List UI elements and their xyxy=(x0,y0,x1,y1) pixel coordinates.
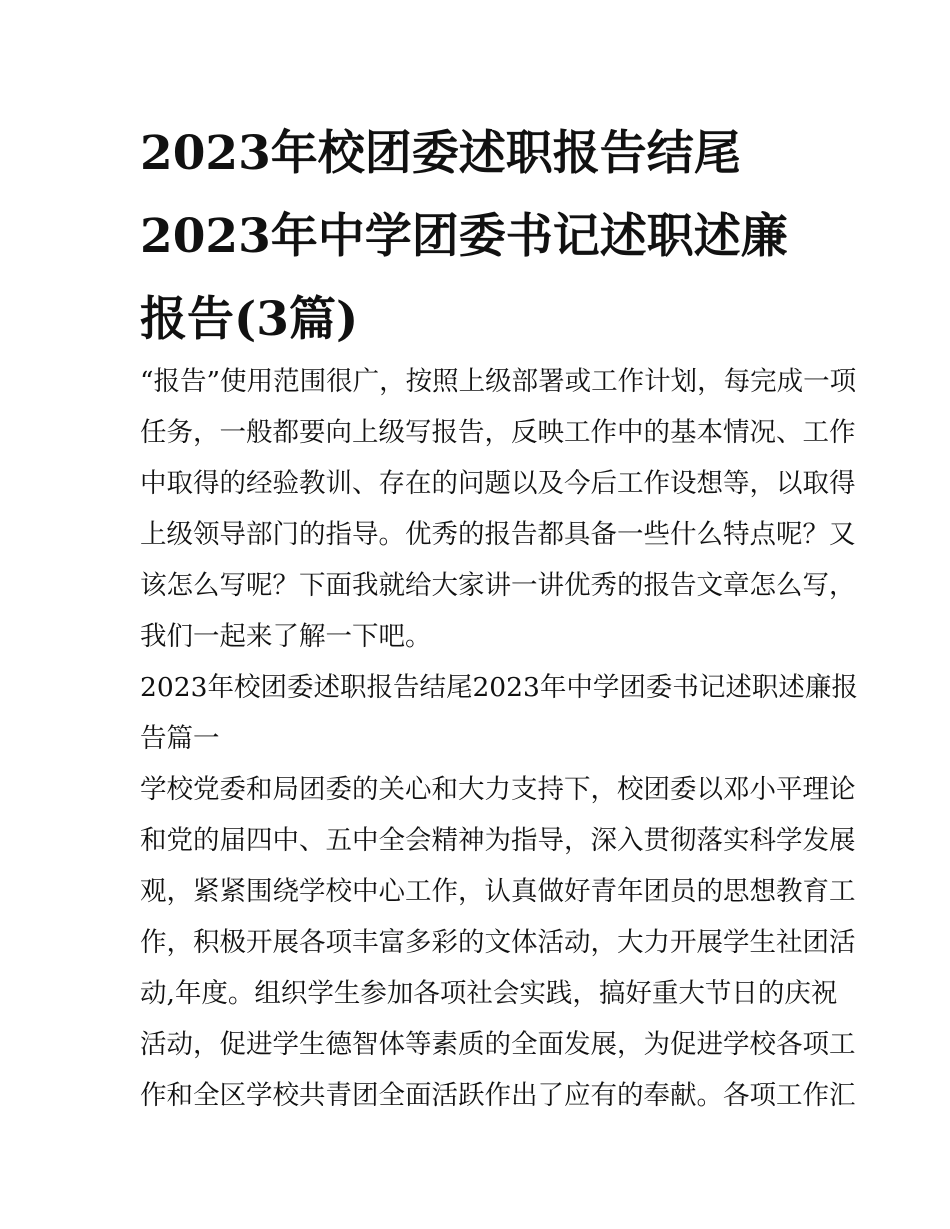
text-line: 活动，促进学生德智体等素质的全面发展，为促进学校各项工 xyxy=(140,1029,856,1060)
intro-paragraph xyxy=(140,356,857,662)
text-line: 学校党委和局团委的关心和大力支持下，校团委以邓小平理论 xyxy=(140,774,856,805)
text-line: “报告”使用范围很广，按照上级部署或工作计划，每完成一项 xyxy=(140,366,857,397)
title-line: 报告(3篇) xyxy=(140,292,359,347)
text-line: 上级领导部门的指导。优秀的报告都具备一些什么特点呢？又 xyxy=(140,519,856,550)
text-line: 作和全区学校共青团全面活跃作出了应有的奉献。各项工作汇 xyxy=(140,1080,856,1111)
text-line: 任务，一般都要向上级写报告，反映工作中的基本情况、工作 xyxy=(140,417,856,448)
text-line: 观，紧紧围绕学校中心工作，认真做好青年团员的思想教育工 xyxy=(140,876,856,907)
document-title xyxy=(140,112,820,361)
text-line: 该怎么写呢？下面我就给大家讲一讲优秀的报告文章怎么写， xyxy=(140,570,856,601)
text-line: 2023年校团委述职报告结尾2023年中学团委书记述职述廉报 xyxy=(140,672,858,703)
body-paragraph xyxy=(140,764,856,1121)
text-line: 中取得的经验教训、存在的问题以及今后工作设想等，以取得 xyxy=(140,468,856,499)
text-line: 动,年度。组织学生参加各项社会实践，搞好重大节日的庆祝 xyxy=(140,978,838,1009)
text-line: 作，积极开展各项丰富多彩的文体活动，大力开展学生社团活 xyxy=(140,927,856,958)
text-line: 和党的届四中、五中全会精神为指导，深入贯彻落实科学发展 xyxy=(140,825,856,856)
text-line: 我们一起来了解一下吧。 xyxy=(140,621,432,652)
title-line: 2023年校团委述职报告结尾 xyxy=(140,126,741,181)
text-line: 告篇一 xyxy=(140,723,220,754)
document-body xyxy=(140,356,858,1121)
title-line: 2023年中学团委书记述职述廉 xyxy=(140,209,788,264)
section-heading xyxy=(140,662,858,764)
